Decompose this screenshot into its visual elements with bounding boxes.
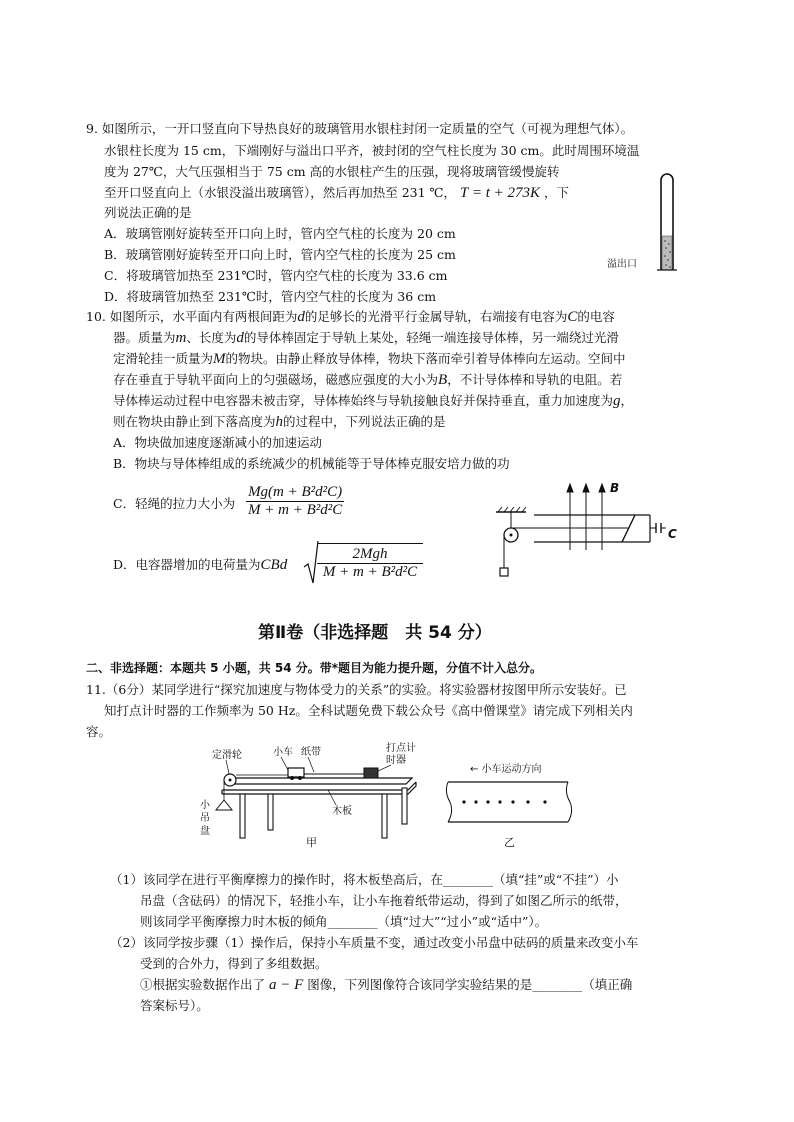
board-label: 木板	[332, 806, 352, 817]
q10-text: 的电容	[577, 309, 615, 324]
board-icon	[226, 778, 412, 784]
var-h: h	[275, 414, 284, 430]
q11-part2-line-2: 受到的合外力，得到了多组数据。	[140, 956, 328, 971]
timer-label-2: 时器	[386, 755, 406, 766]
fraction-denominator: M + m + B²d²C	[248, 502, 343, 518]
fraction-denominator: M + m + B²d²C	[317, 563, 423, 581]
q9-stem-line-2: 水银柱长度为 15 cm，下端刚好与溢出口平齐，被封闭的空气柱长度为 30 cm。此时周围环境温	[104, 143, 640, 158]
var-m: m	[175, 330, 187, 346]
var-M: M	[213, 351, 226, 367]
q11-stem-line-1: 11.（6分）某同学进行“探究加速度与物体受力的关系”的实验。将实验器材按图甲所示安装好。已	[86, 682, 627, 697]
q9-stem-tail: ，下	[544, 185, 570, 200]
q10-text: 导体棒运动过程中电容器未被击穿，导体棒始终与导轨接触良好并保持垂直，重力加速度为	[113, 393, 614, 408]
plate-label-2: 吊	[200, 813, 210, 824]
q10-stem-line-2	[113, 330, 619, 346]
q11-part1-line-2: 吊盘（含砝码）的情况下，轻推小车，让小车拖着纸带运动，得到了如图乙所示的纸带，	[140, 893, 628, 908]
q9-tube-figure	[605, 158, 685, 288]
motion-direction-label: ← 小车运动方向	[470, 764, 542, 775]
var-d: d	[297, 309, 305, 325]
q10-text: 的足够长的光滑平行金属导轨，右端接有电容为	[304, 309, 568, 324]
q10-text: 的导体棒固定于导轨上某处，轻绳一端连接导体棒，另一端绕过光滑	[243, 330, 619, 345]
q11-tape-figure	[440, 760, 590, 850]
field-label: B	[610, 481, 620, 495]
plate-label-1: 小	[200, 800, 210, 811]
q9-stem-text: 至开口竖直向上（水银没溢出玻璃管），然后再加热至 231 ℃，	[104, 185, 457, 200]
tape-label: 纸带	[301, 747, 321, 758]
q11-part1-line-3: 则该同学平衡摩擦力时木板的倾角________（填“过大”“过小”或“适中”）。	[140, 914, 548, 929]
q11-part1-line-1: （1）该同学在进行平衡摩擦力的操作时，将木板垫高后，在________（填“挂”或“不挂”）小	[110, 872, 619, 887]
hanging-block	[500, 568, 508, 576]
hanging-plate-icon	[216, 800, 232, 810]
q10-text: 定滑轮挂一质量为	[113, 351, 214, 366]
mercury-column	[662, 236, 672, 270]
q10-text: D．电容器增加的电荷量为	[113, 557, 261, 572]
q10-text: ，	[620, 393, 634, 408]
q9-option-a: A．玻璃管刚好旋转至开口向上时，管内空气柱的长度为 20 cm	[104, 226, 456, 241]
q9-stem-line-1: 9. 如图所示，一开口竖直向下导热良好的玻璃管用水银柱封闭一定质量的空气（可视为理想气体）。	[86, 121, 634, 136]
capacitor-label: C	[668, 527, 677, 541]
q9-stem-line-5: 列说法正确的是	[104, 205, 192, 220]
var-g: g	[613, 393, 621, 409]
var-CBd: CBd	[260, 557, 288, 573]
timer-label-1: 打点计	[386, 743, 416, 754]
q10-stem-line-5	[113, 393, 633, 409]
q10-text: 10. 如图所示，水平面内有两根间距为	[86, 309, 298, 324]
section-instructions: 二、非选择题：本题共 5 小题，共 54 分。带*题目为能力提升题，分值不计入总分。	[86, 661, 543, 675]
q10-option-b: B．物块与导体棒组成的系统减少的机械能等于导体棒克服安培力做的功	[113, 456, 510, 471]
q10-rail-figure	[490, 478, 690, 583]
section-title: 第Ⅱ卷（非选择题 共 54 分）	[258, 623, 492, 643]
q9-stem-line-4	[104, 185, 569, 201]
plate-label-3: 盘	[200, 826, 210, 837]
q10-stem-line-1	[86, 309, 615, 325]
q10-option-d-label	[113, 557, 287, 573]
q11-text: ①根据实验数据作出了	[140, 977, 266, 992]
q10-stem-line-3	[113, 351, 626, 367]
q10-text: 、长度为	[186, 330, 237, 345]
q11-stem-line-3: 容。	[86, 724, 112, 739]
q10-option-d-fraction	[317, 543, 423, 581]
q9-formula: T = t + 273K	[460, 185, 541, 201]
q10-text: 的过程中，下列说法正确的是	[283, 414, 446, 429]
q10-stem-line-6	[113, 414, 446, 430]
q10-option-a: A．物块做加速度逐渐减小的加速运动	[113, 435, 323, 450]
pulley-label: 定滑轮	[212, 750, 242, 761]
overflow-port-label: 溢出口	[607, 259, 637, 270]
figure-yi-caption: 乙	[504, 836, 515, 849]
var-C: C	[567, 309, 578, 325]
timer-icon	[364, 768, 378, 778]
figure-jia-caption: 甲	[306, 836, 317, 849]
q10-text: 的物块。由静止释放导体棒，物块下落而牵引着导体棒向左运动。空间中	[225, 351, 626, 366]
fraction-numerator: 2Mgh	[352, 546, 388, 562]
var-B: B	[438, 372, 448, 388]
cart-label: 小车	[273, 747, 293, 758]
q10-stem-line-4	[113, 372, 622, 388]
magnetic-field-arrows	[567, 484, 605, 550]
q9-stem-line-3: 度为 27℃，大气压强相当于 75 cm 高的水银柱产生的压强，现将玻璃管缓慢旋转	[104, 164, 560, 179]
q9-option-d: D．将玻璃管加热至 231℃时，管内空气柱的长度为 36 cm	[104, 289, 437, 304]
q10-option-c-fraction	[246, 484, 344, 519]
q10-text: ，不计导体棒和导轨的电阻。若	[447, 372, 623, 387]
cart-icon	[288, 768, 304, 777]
q10-text: 则在物块由静止到下落高度为	[113, 414, 276, 429]
var-d: d	[236, 330, 244, 346]
q9-option-b: B．玻璃管刚好旋转至开口向上时，管内空气柱的长度为 25 cm	[104, 247, 456, 262]
q11-part2-line-3	[140, 977, 632, 993]
q11-part2-line-1: （2）该同学按步骤（1）操作后，保持小车质量不变，通过改变小吊盘中砝码的质量来改变小车	[110, 935, 639, 950]
q10-option-c-label: C．轻绳的拉力大小为	[113, 496, 236, 511]
q11-stem-line-2: 知打点计时器的工作频率为 50 Hz。全科试题免费下载公众号《高中僧课堂》请完成下列相关内	[104, 703, 633, 718]
q11-text: 图像，下列图像符合该同学实验结果的是________（填正确	[307, 977, 633, 992]
q11-apparatus-figure	[196, 738, 426, 850]
a-F-formula: a − F	[269, 977, 304, 993]
q10-text: 存在垂直于导轨平面向上的匀强磁场，磁感应强度的大小为	[113, 372, 439, 387]
fraction-numerator: Mg(m + B²d²C)	[248, 484, 343, 500]
q9-option-c: C．将玻璃管加热至 231℃时，管内空气柱的长度为 33.6 cm	[104, 268, 448, 283]
q11-part2-line-4: 答案标号）。	[140, 998, 209, 1013]
q10-text: 器。质量为	[113, 330, 176, 345]
tape-dots	[462, 800, 546, 803]
